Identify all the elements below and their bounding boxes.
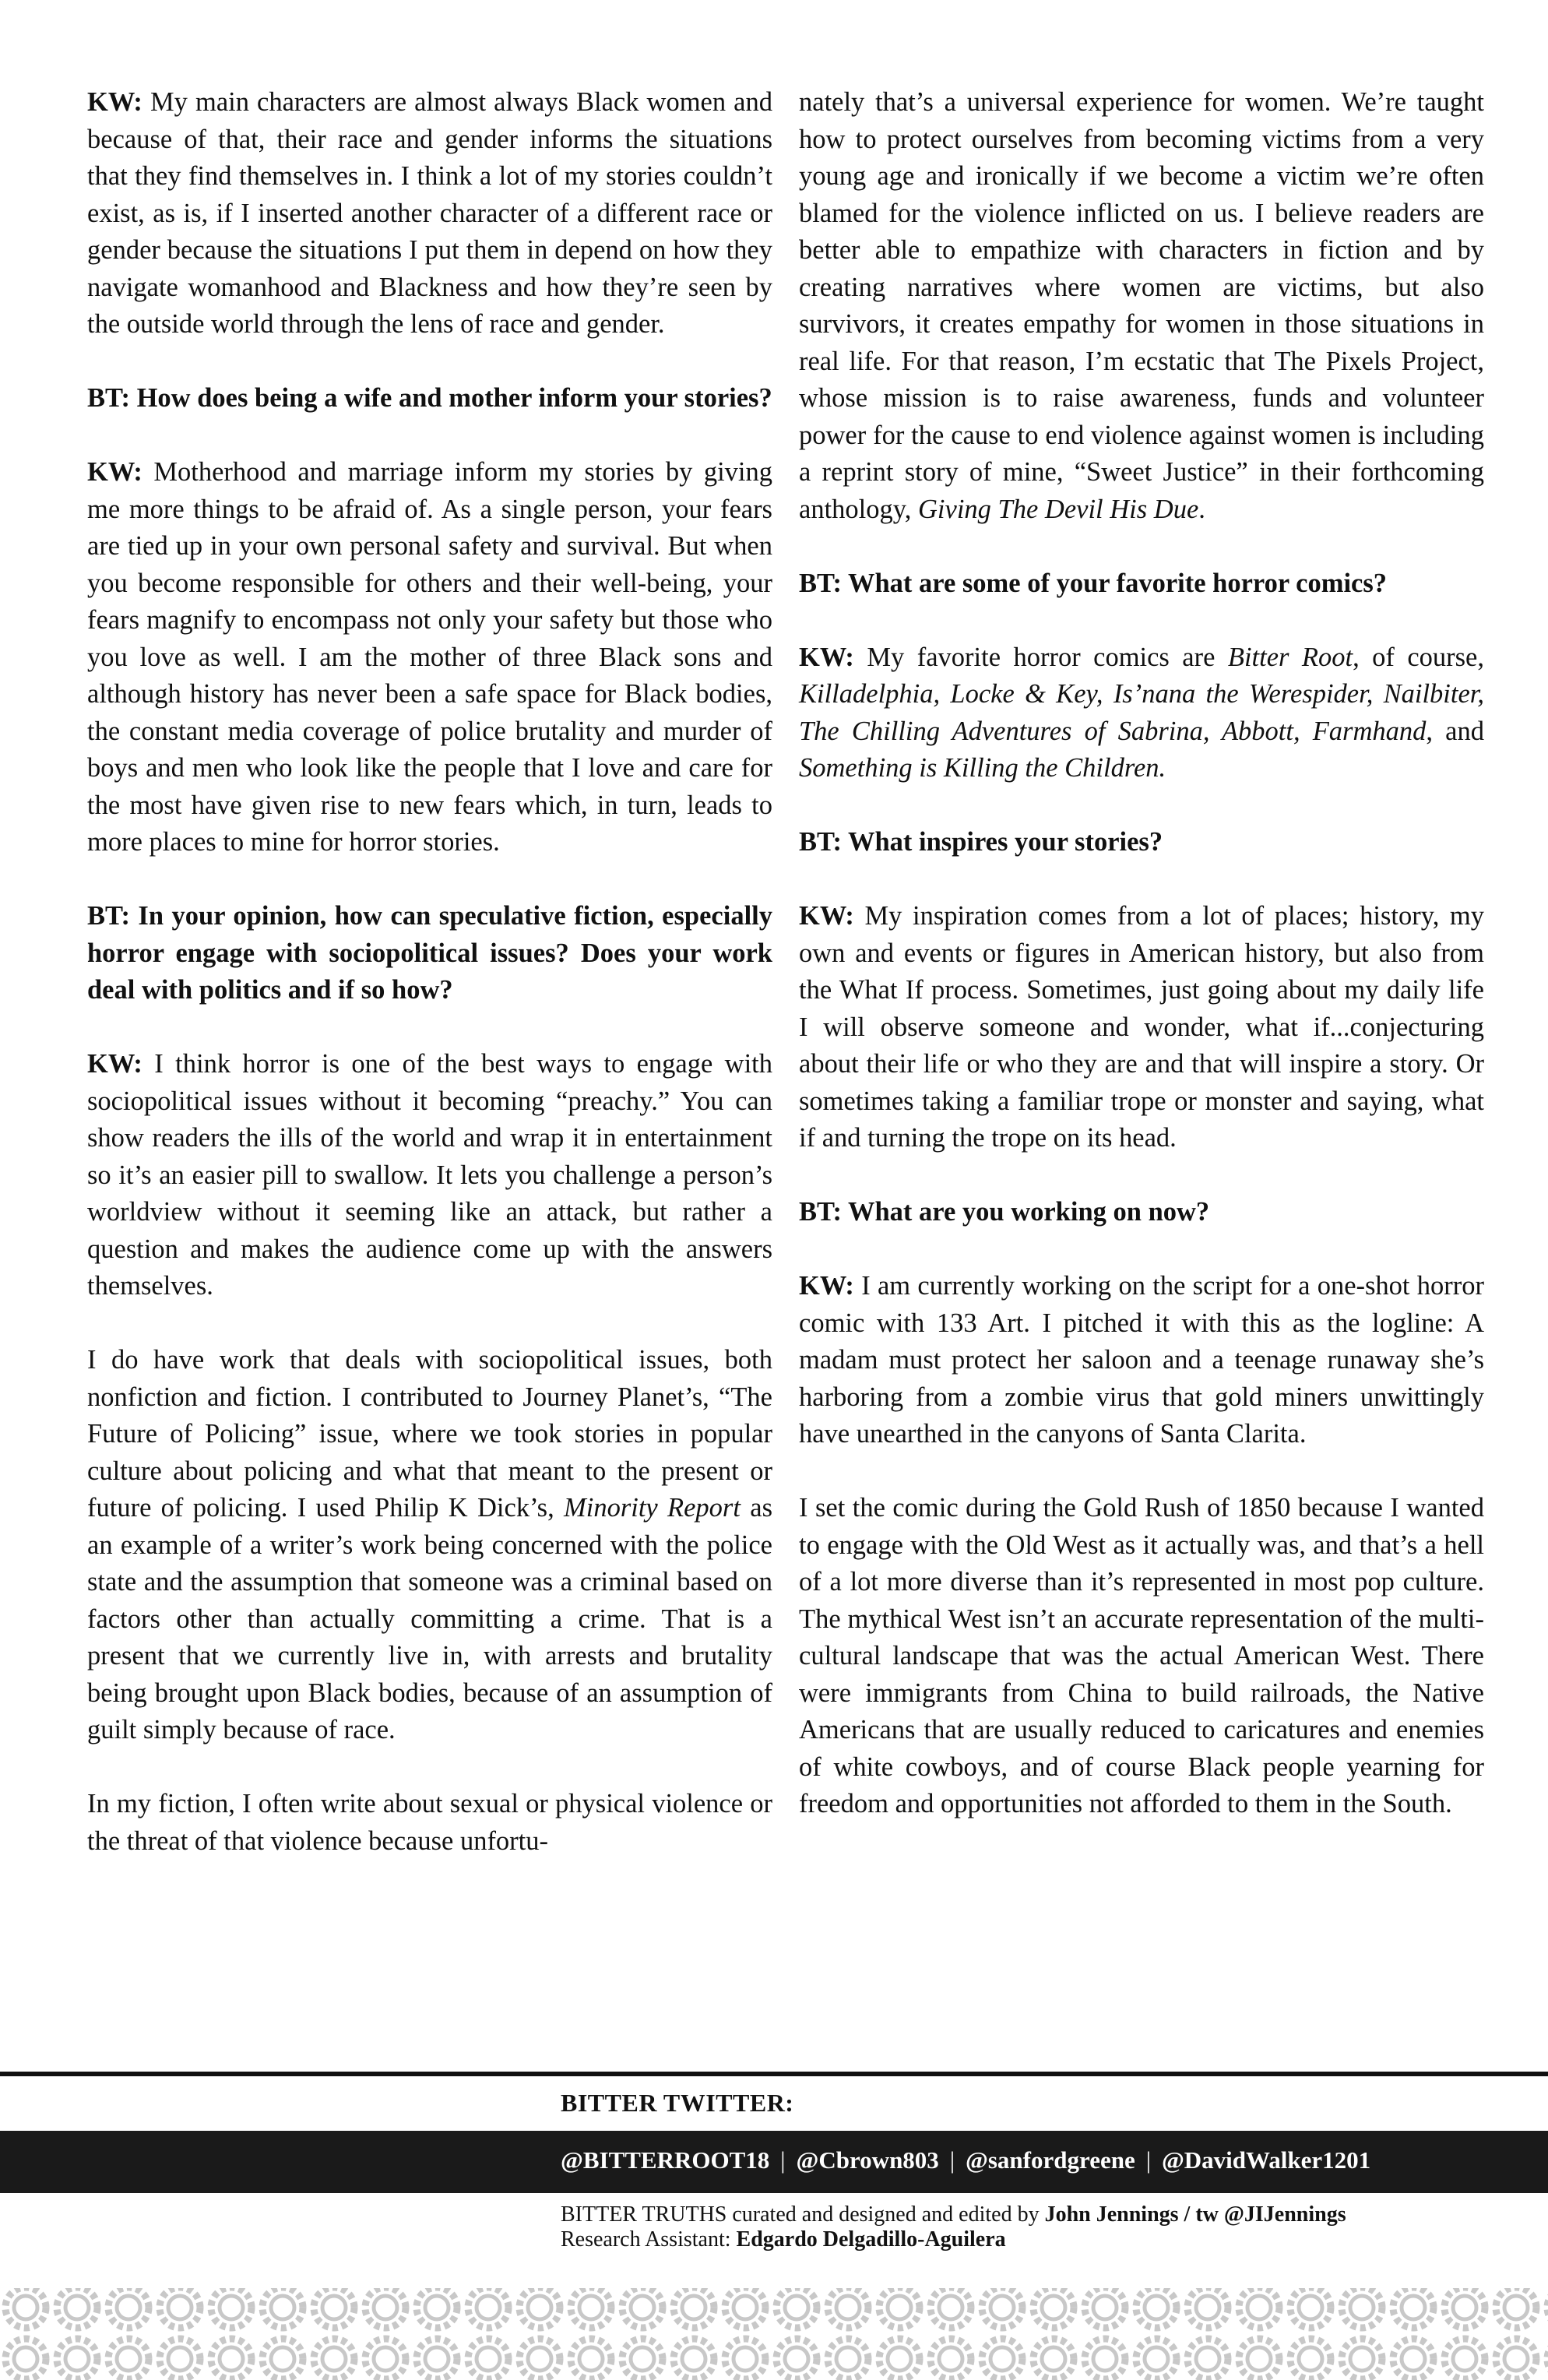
twitter-handles — [561, 2146, 1370, 2174]
footer-divider — [0, 2072, 1548, 2076]
assistant-line: Research Assistant: Edgardo Delgadillo-Aguilera — [561, 2227, 1006, 2251]
twitter-label: BITTER TWITTER: — [561, 2089, 794, 2117]
interview-question: BT: What are you working on now? — [799, 1197, 1210, 1227]
comic-titles: Killadelphia, Locke & Key, Is’nana the Werespider, Nailbiter, The Chilling Adventures of Sabrina, Abbott, Farmhand — [799, 679, 1484, 746]
interview-question: BT: How does being a wife and mother inform your stories? — [87, 383, 772, 413]
gear-pattern-icon — [0, 2282, 1548, 2380]
credits — [561, 2202, 1346, 2252]
answer-paragraph: KW: Motherhood and marriage inform my stories by giving me more things to be afraid of. As a single person, your fears are tied up in your own personal safety and survival. But when you become responsible for others and their well-being, your fears magnify to encompass not only your safety but those who you love as well. I am the mother of three Black sons and although history has never been a safe space for Black bodies, the constant media coverage of police brutality and murder of boys and men who look like the people that I love and care for the most have given rise to new fears which, in turn, leads to more places to mine for horror stories. — [87, 457, 772, 857]
credit-line: BITTER TRUTHS curated and designed and edited by John Jennings / tw @JIJennings — [561, 2202, 1346, 2227]
speaker-label: KW: — [87, 87, 142, 117]
comic-title: Something is Killing the Children. — [799, 753, 1166, 783]
twitter-handle[interactable]: @BITTERROOT18 — [561, 2146, 770, 2174]
speaker-label: KW: — [87, 457, 142, 487]
handle-separator: | — [780, 2146, 786, 2174]
twitter-handle[interactable]: @sanfordgreene — [966, 2146, 1135, 2174]
handle-separator: | — [1145, 2146, 1151, 2174]
handle-separator: | — [949, 2146, 955, 2174]
twitter-handles-bar — [0, 2131, 1548, 2193]
answer-paragraph: KW: My main characters are almost always Black women and because of that, their race and gender informs the situations that they find themselves in. I think a lot of my stories couldn’t exist, as is, if I inserted another character of a different race or gender because the situations I put them in depend on how they navigate womanhood and Blackness and how they’re seen by the outside world through the lens of race and gender. — [87, 87, 772, 339]
book-title: Minority Report — [564, 1493, 741, 1523]
body-paragraph: nately that’s a universal experience for women. We’re taught how to protect ourselves from becoming victims from a very young age and ironically if we become a victim we’re often blamed for the violence inflicted on us. I believe readers are better able to empathize with characters in fiction and by creating narratives where women are victims, but also survivors, it creates empathy for women in those situations in real life. For that reason, I’m ecstatic that The Pixels Project, whose mission is to raise awareness, funds and volunteer power for the cause to end violence against women is including a reprint story of mine, “Sweet Justice” in their forthcoming anthology, Giving The Devil His Due. — [799, 87, 1484, 524]
interview-question: BT: What are some of your favorite horror comics? — [799, 568, 1388, 598]
book-title: Giving The Devil His Due — [918, 494, 1199, 524]
answer-paragraph: KW: My favorite horror comics are Bitter Root, of course, Killadelphia, Locke & Key, Is’nana the Werespider, Nailbiter, The Chilling Adventures of Sabrina, Abbott, Farmhand, and Something is Killing the Children. — [799, 642, 1484, 783]
body-paragraph: In my fiction, I often write about sexual or physical violence or the threat of that violence because unfortu- — [87, 1789, 772, 1856]
speaker-label: KW: — [799, 642, 854, 672]
comic-title: Bitter Root — [1227, 642, 1353, 672]
speaker-label: KW: — [799, 901, 854, 931]
speaker-label: KW: — [799, 1271, 854, 1301]
credit-name: John Jennings / tw @JIJennings — [1044, 2202, 1346, 2227]
left-column — [87, 84, 772, 1860]
body-paragraph: I set the comic during the Gold Rush of 1850 because I wanted to engage with the Old West as it actually was, and that’s a hell of a lot more diverse than it’s represented in most pop culture. The mythical West isn’t an accurate representation of the multi-cultural landscape that was the actual American West. There were immigrants from China to build railroads, the Native Americans that are usually reduced to caricatures and enemies of white cowboys, and of course Black people yearning for freedom and opportunities not afforded to them in the South. — [799, 1493, 1484, 1818]
answer-paragraph: KW: I think horror is one of the best ways to engage with sociopolitical issues without it becoming “preachy.” You can show readers the ills of the world and wrap it in entertainment so it’s an easier pill to swallow. It lets you challenge a person’s worldview without it seeming like an attack, but rather a question and makes the audience come up with the answers themselves. — [87, 1049, 772, 1301]
assistant-name: Edgardo Delgadillo-Aguilera — [736, 2227, 1006, 2251]
speaker-label: KW: — [87, 1049, 142, 1079]
answer-paragraph: KW: I am currently working on the script for a one-shot horror comic with 133 Art. I pitched it with this as the logline: A madam must protect her saloon and a teenage runaway she’s harboring from a zombie virus that gold miners unwittingly have unearthed in the canyons of Santa Clarita. — [799, 1271, 1484, 1449]
decorative-gear-pattern — [0, 2282, 1548, 2380]
twitter-handle[interactable]: @DavidWalker1201 — [1161, 2146, 1371, 2174]
body-paragraph: I do have work that deals with sociopolitical issues, both nonfiction and fiction. I contributed to Journey Planet’s, “The Future of Policing” issue, where we took stories in popular culture about policing and what that meant to the present or future of policing. I used Philip K Dick’s, Minority Report as an example of a writer’s work being concerned with the police state and the assumption that someone was a criminal based on factors other than actually committing a crime. That is a present that we currently live in, with arrests and brutality being brought upon Black bodies, because of an assumption of guilt simply because of race. — [87, 1345, 772, 1745]
interview-question: BT: What inspires your stories? — [799, 827, 1163, 857]
right-column — [799, 84, 1484, 1823]
answer-paragraph: KW: My inspiration comes from a lot of places; history, my own and events or figures in American history, but also from the What If process. Sometimes, just going about my daily life I will observe someone and wonder, what if...conjecturing about their life or who they are and that will inspire a story. Or sometimes taking a familiar trope or monster and saying, what if and turning the trope on its head. — [799, 901, 1484, 1153]
interview-question: BT: In your opinion, how can speculative fiction, especially horror engage with sociopolitical issues? Does your work deal with politics and if so how? — [87, 901, 772, 1005]
twitter-handle[interactable]: @Cbrown803 — [796, 2146, 939, 2174]
